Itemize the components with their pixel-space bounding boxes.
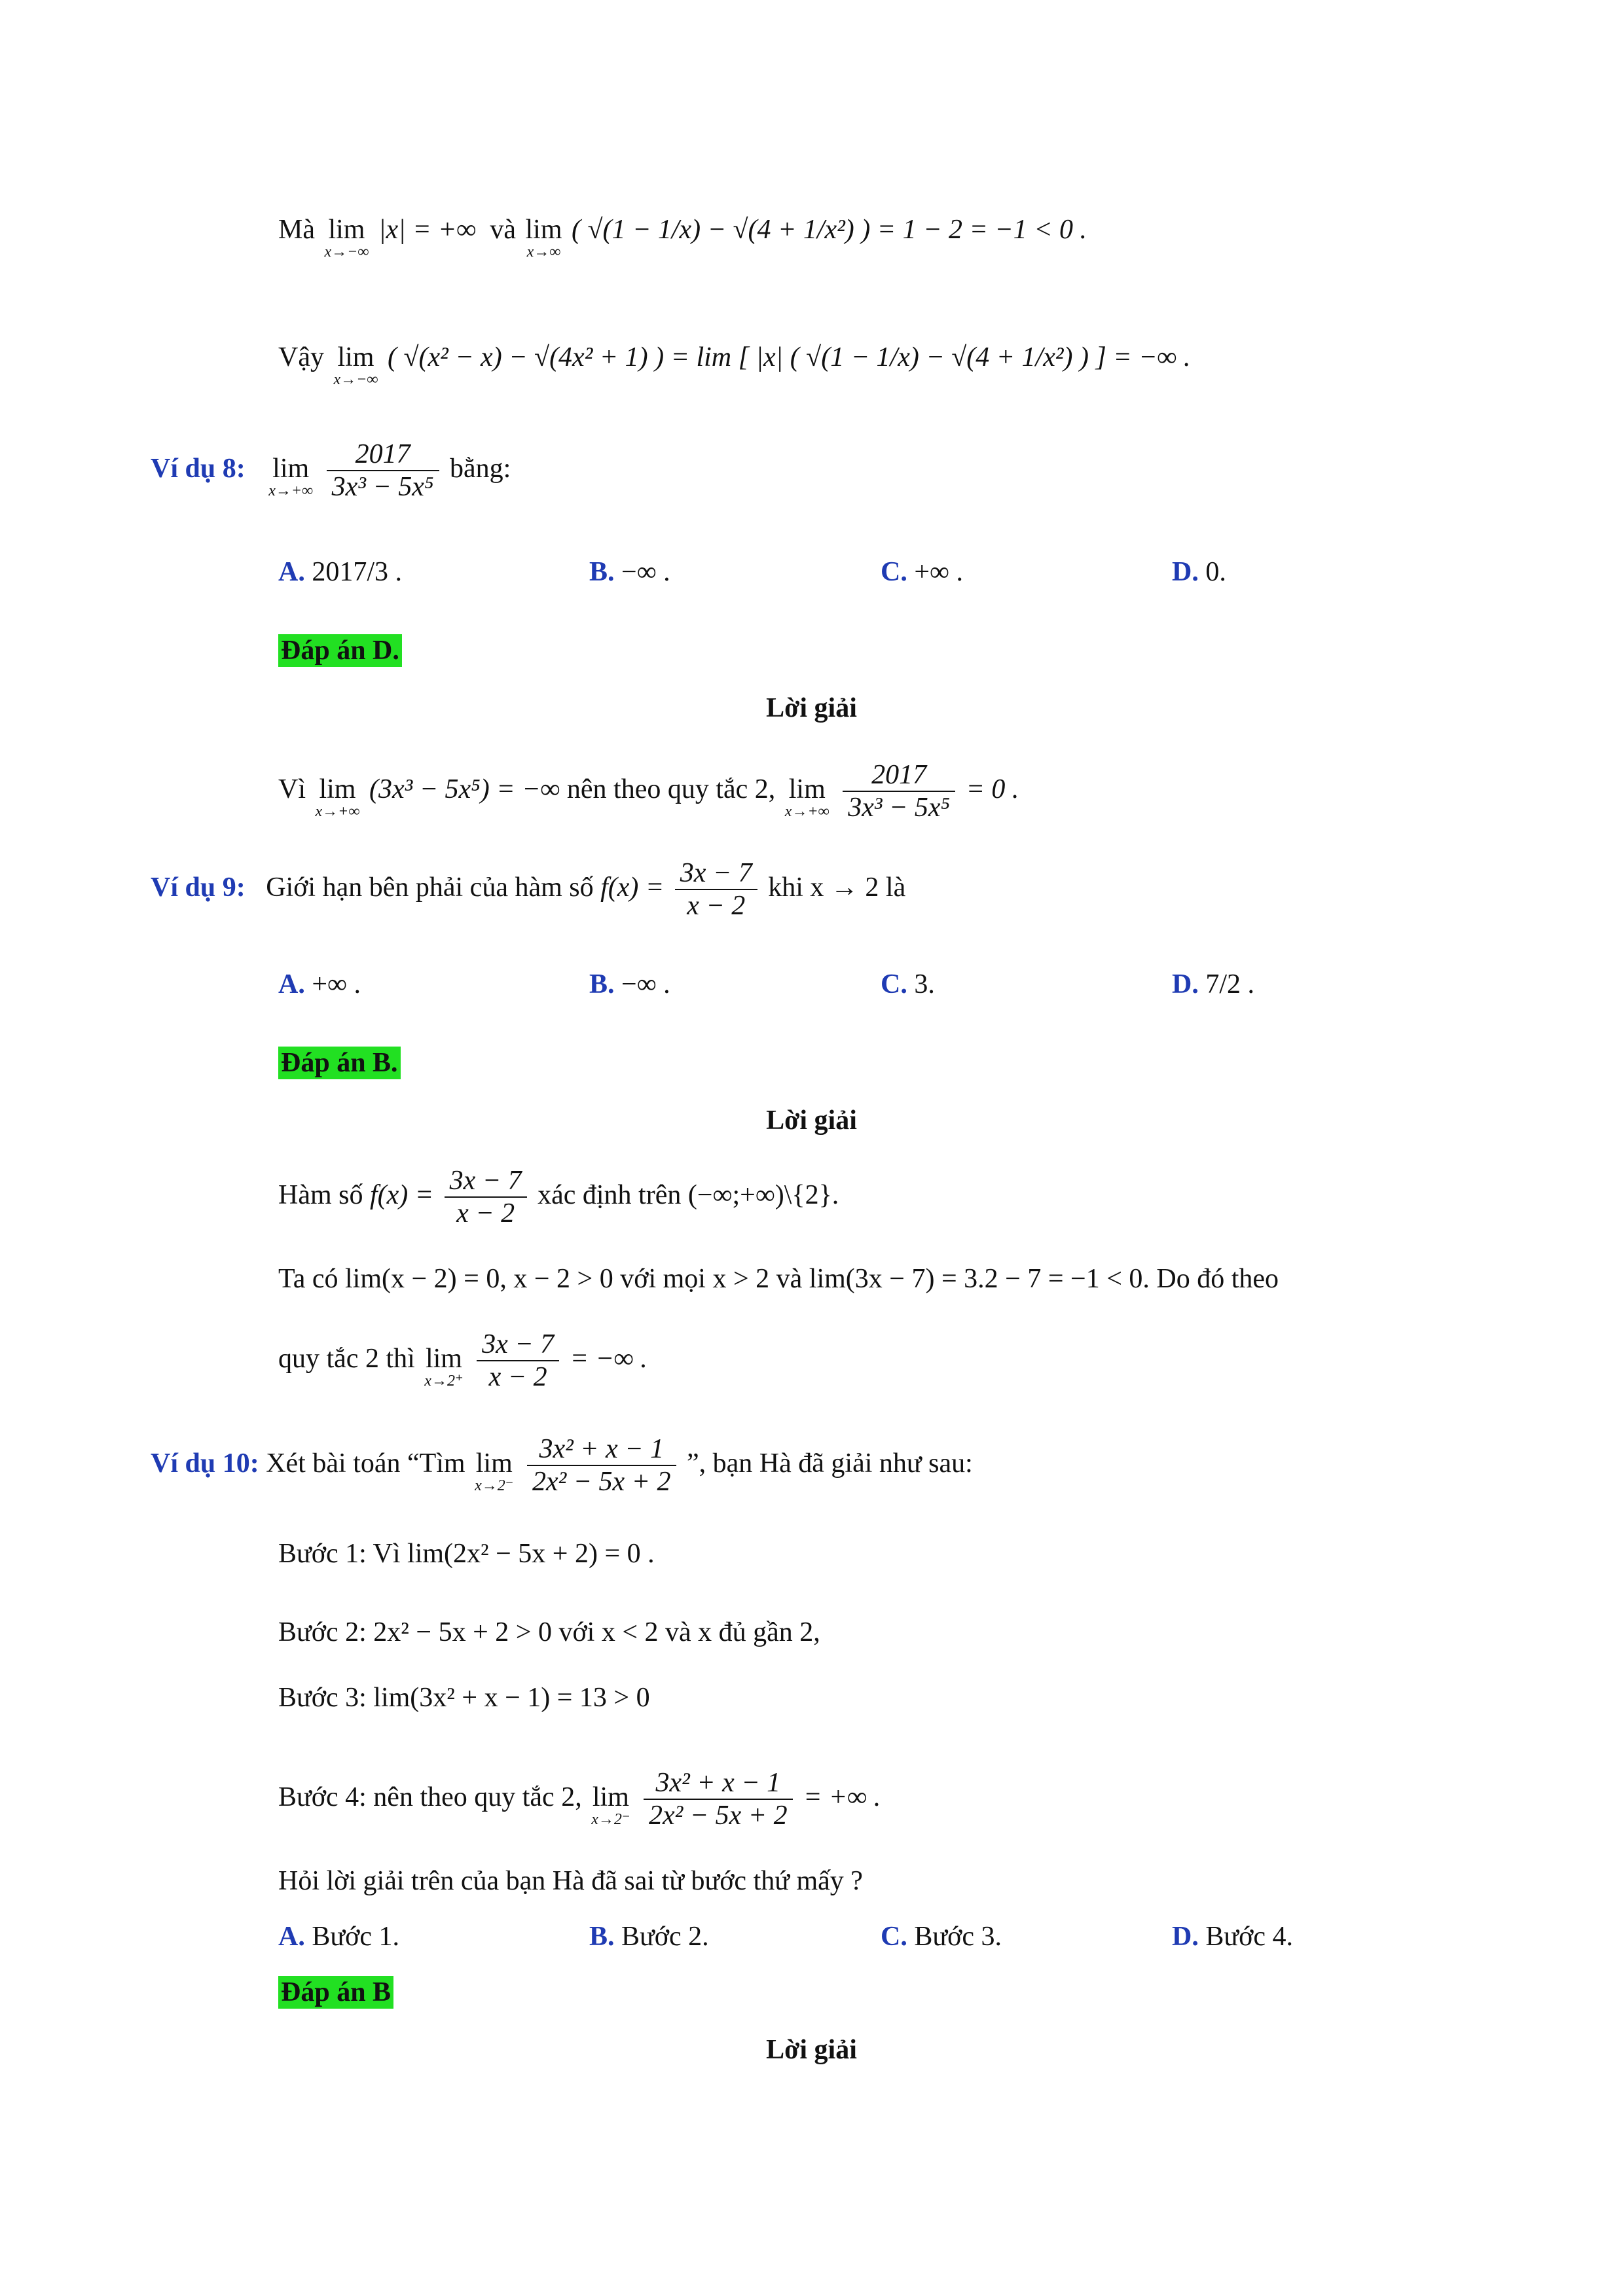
limit-line-1 — [278, 209, 1087, 260]
line1-mid: và — [490, 214, 516, 245]
solution-title: Lời giải — [766, 2035, 857, 2065]
lim-operator: lim x→+∞ — [268, 454, 314, 500]
example-label: Ví dụ 9: — [151, 872, 246, 903]
question-line: Hỏi lời giải trên của bạn Hà đã sai từ bước thứ mấy ? — [278, 1866, 863, 1896]
answer-badge: Đáp án B — [278, 1977, 393, 2008]
step-2: Bước 2: 2x² − 5x + 2 > 0 với x < 2 và x đủ gần 2, — [278, 1617, 820, 1647]
line2-prefix: Vậy — [278, 342, 324, 372]
example-label: Ví dụ 10: — [151, 1448, 259, 1479]
line1-math-a: |x| = +∞ — [378, 214, 477, 245]
step-1: Bước 1: Vì lim(2x² − 5x + 2) = 0 . — [278, 1539, 655, 1569]
option-b[interactable]: B. −∞ . — [589, 969, 670, 999]
option-d[interactable]: D. 0. — [1172, 557, 1226, 587]
fraction: $\frac{2017}{\text{3x³ − 5x⁵}}$ — [327, 439, 439, 503]
answer-badge: Đáp án B. — [278, 1047, 401, 1079]
option-d[interactable]: D. Bước 4. — [1172, 1922, 1293, 1952]
lim-operator: lim x→−∞ — [333, 342, 378, 388]
solution-line: quy tắc 2 thì lim x→2⁺ $\frac{3x - 7}{x - 2}$ = −∞ . — [278, 1329, 647, 1393]
example-8-question — [151, 439, 511, 503]
option-c[interactable]: C. 3. — [881, 969, 935, 999]
answer-badge: Đáp án D. — [278, 635, 402, 666]
step-4: Bước 4: nên theo quy tắc 2, lim x→2⁻ $\frac{\text{3x² + x − 1}}{\text{2x² − 5x + 2}}$ = +∞ . — [278, 1768, 881, 1831]
option-c[interactable]: C. Bước 3. — [881, 1922, 1002, 1952]
option-a[interactable]: A. Bước 1. — [278, 1922, 399, 1952]
lim-operator: lim x→∞ — [525, 215, 562, 260]
lim-operator: lim x→−∞ — [324, 215, 369, 260]
option-c[interactable]: C. +∞ . — [881, 557, 963, 587]
line1-prefix: Mà — [278, 214, 315, 245]
option-a[interactable]: A. 2017/3 . — [278, 557, 403, 587]
solution-line: Hàm số f(x) = $\frac{3x - 7}{x - 2}$ xác định trên (−∞;+∞)\{2}. — [278, 1166, 839, 1229]
solution-line: Ta có lim(x − 2) = 0, x − 2 > 0 với mọi x > 2 và lim(3x − 7) = 3.2 − 7 = −1 < 0. Do đó theo — [278, 1264, 1279, 1294]
option-b[interactable]: B. Bước 2. — [589, 1922, 709, 1952]
example-10-question: Ví dụ 10: Xét bài toán “Tìm lim x→2⁻ $\frac{\text{3x² + x − 1}}{\text{2x² − 5x + 2}}$ ”, bạn Hà đã giải như sau: — [151, 1434, 973, 1498]
option-b[interactable]: B. −∞ . — [589, 557, 670, 587]
example-9-question: Ví dụ 9: Giới hạn bên phải của hàm số f(x) = $\frac{3x - 7}{x - 2}$ khi x → 2 là — [151, 858, 906, 922]
solution-line: Vì lim x→+∞ (3x³ − 5x⁵) = −∞ nên theo quy tắc 2, lim x→+∞ $\frac{2017}{\text{3x³ − 5x⁵}}$ = 0 . — [278, 760, 1019, 823]
limit-line-2 — [278, 337, 1191, 388]
example-label: Ví dụ 8: — [151, 453, 246, 484]
option-d[interactable]: D. 7/2 . — [1172, 969, 1255, 999]
line1-math-b: ( √(1 − 1/x) − √(4 + 1/x²) ) = 1 − 2 = −1 < 0 . — [572, 214, 1087, 245]
step-3: Bước 3: lim(3x² + x − 1) = 13 > 0 — [278, 1683, 650, 1713]
solution-title: Lời giải — [766, 693, 857, 723]
question-tail: bằng: — [450, 453, 511, 484]
line2-math: ( √(x² − x) − √(4x² + 1) ) = lim [ |x| ( √(1 − 1/x) − √(4 + 1/x²) ) ] = −∞ . — [387, 342, 1191, 372]
solution-title: Lời giải — [766, 1105, 857, 1136]
option-a[interactable]: A. +∞ . — [278, 969, 361, 999]
